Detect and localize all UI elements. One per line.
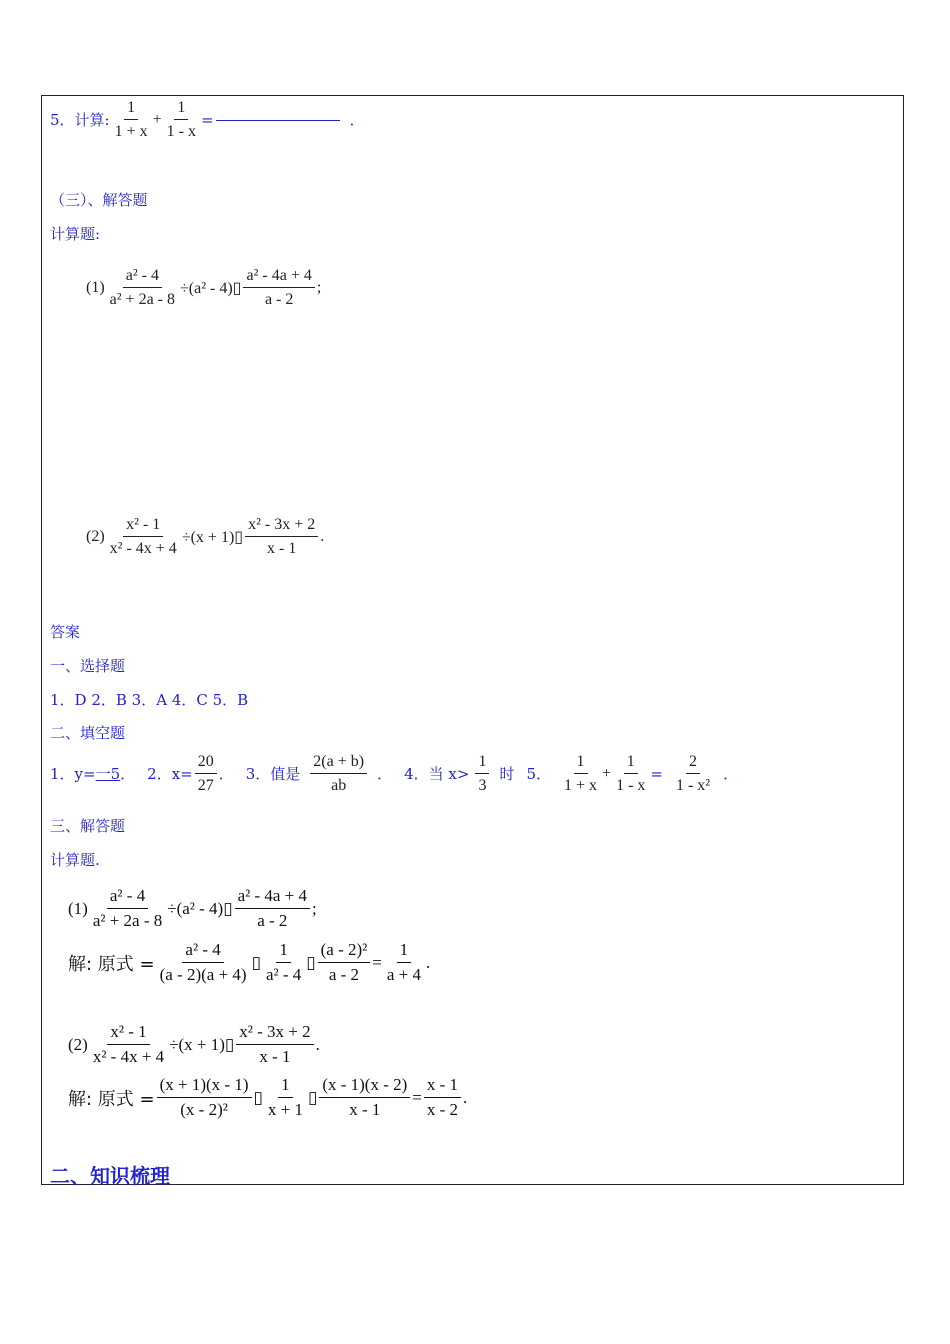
s1-result-equals: = bbox=[372, 952, 382, 972]
s2-result-dot-2: ▯ bbox=[307, 1087, 318, 1107]
q5-answer-blank bbox=[216, 119, 340, 121]
fill-a5-equals: = bbox=[650, 764, 663, 783]
s2-result-end: . bbox=[463, 1087, 468, 1107]
section3-subheading: 计算题: bbox=[50, 225, 101, 243]
fill-a5-pre: 5． bbox=[526, 765, 551, 784]
p2-end: . bbox=[320, 527, 325, 545]
s2-end: . bbox=[315, 1034, 320, 1054]
problem-1 bbox=[86, 266, 321, 309]
q5-fraction-2: $\frac{1}{1 - x}$ bbox=[166, 99, 196, 141]
s2-result-fraction-2: $\frac{1}{x + 1}$ bbox=[267, 1075, 303, 1120]
s1-result-fraction-1: $\frac{\text{a² - 4}}{(a - 2)(a + 4)}$ bbox=[159, 940, 247, 985]
s1-label: (1) bbox=[68, 898, 88, 918]
knowledge-section-title: 二、知识梳理 bbox=[50, 1164, 170, 1188]
s2-fraction-1: $\frac{\text{x² - 1}}{\text{x² - 4x + 4}}$ bbox=[92, 1022, 165, 1067]
question-5 bbox=[50, 98, 365, 141]
s1-solution-label: 解: 原式 = bbox=[68, 953, 155, 975]
solve-heading: 三、解答题 bbox=[50, 817, 126, 835]
s2-fraction-2: $\frac{\text{x² - 3x + 2}}{x - 1}$ bbox=[236, 1022, 313, 1068]
s1-result-fraction-4: $\frac{1}{a + 4}$ bbox=[386, 940, 421, 985]
q5-prefix: 5．计算: bbox=[50, 111, 110, 130]
answers-title: 答案 bbox=[50, 623, 81, 641]
p2-fraction-2: $\frac{\text{x² - 3x + 2}}{x - 1}$ bbox=[245, 515, 318, 558]
fill-answers bbox=[50, 752, 738, 795]
s1-fraction-1: $\frac{\text{a² - 4}}{\text{a² + 2a - 8}}$ bbox=[92, 886, 163, 931]
fill-a2-pre: 2．x= bbox=[147, 765, 193, 784]
s2-middle: ÷(x + 1)▯ bbox=[169, 1034, 235, 1054]
fill-a5-fraction-3: $\frac{2}{\text{1 - x²}}$ bbox=[675, 753, 711, 795]
s1-middle: ÷(a² - 4)▯ bbox=[167, 898, 233, 918]
p2-fraction-1: $\frac{\text{x² - 1}}{\text{x² - 4x + 4}}$ bbox=[109, 516, 177, 558]
s1-result-end: . bbox=[425, 952, 431, 972]
s1-end: ; bbox=[312, 898, 317, 918]
q5-equals: = bbox=[201, 110, 214, 129]
solution-2-problem bbox=[68, 1022, 320, 1068]
fill-heading: 二、填空题 bbox=[50, 724, 126, 742]
s1-result-dot-1: ▯ bbox=[251, 952, 261, 972]
s1-result-dot-2: ▯ bbox=[306, 952, 316, 972]
q5-suffix: ． bbox=[349, 111, 365, 130]
s1-result-fraction-3: $\frac{\text{(a - 2)²}}{a - 2}$ bbox=[318, 940, 371, 986]
choice-heading: 一、选择题 bbox=[50, 657, 126, 675]
s2-result-fraction-1: $\frac{(x + 1)(x - 1)}{\text{(x - 2)²}}$ bbox=[157, 1075, 252, 1121]
s1-fraction-2: $\frac{\text{a² - 4a + 4}}{a - 2}$ bbox=[235, 886, 310, 932]
fill-a5-post: ． bbox=[723, 765, 739, 784]
fill-a5-plus: + bbox=[602, 764, 612, 782]
fill-a1-post: ． bbox=[120, 765, 136, 784]
section3-heading: （三）、解答题 bbox=[50, 191, 148, 209]
solution-2-work bbox=[68, 1075, 467, 1121]
p2-label: (2) bbox=[86, 527, 105, 545]
solution-1-work bbox=[68, 940, 430, 986]
q5-fraction-1: $\frac{1}{1 + x}$ bbox=[114, 99, 148, 141]
fill-a4-post: 时 bbox=[499, 765, 515, 784]
problem-2 bbox=[86, 515, 324, 558]
s2-label: (2) bbox=[68, 1034, 88, 1054]
fill-a5-fraction-2: $\frac{1}{1 - x}$ bbox=[616, 753, 646, 795]
fill-a2-fraction: $\frac{20}{27}$ bbox=[195, 752, 217, 795]
fill-a4-fraction: $\frac{1}{3}$ bbox=[475, 752, 489, 795]
p1-middle: ÷(a² - 4)▯ bbox=[180, 279, 242, 297]
solution-1-problem bbox=[68, 886, 317, 932]
p1-end: ; bbox=[316, 278, 322, 296]
fill-a3-pre: 3．值是 bbox=[245, 765, 301, 784]
p1-fraction-1: $\frac{\text{a² - 4}}{\text{a² + 2a - 8}}$ bbox=[109, 267, 176, 309]
solve-subheading: 计算题. bbox=[50, 851, 100, 869]
s1-result-fraction-2: $\frac{1}{\text{a² - 4}}$ bbox=[265, 940, 302, 985]
fill-a2-post: ． bbox=[218, 765, 234, 784]
p1-label: (1) bbox=[86, 278, 105, 296]
fill-a3-post: ． bbox=[377, 765, 393, 784]
fill-a1-value: 一5 bbox=[95, 765, 121, 784]
s2-result-equals: = bbox=[412, 1087, 422, 1107]
fill-a1-pre: 1．y= bbox=[50, 765, 96, 784]
fill-a4-pre: 4．当 x> bbox=[404, 765, 470, 784]
s2-result-fraction-4: $\frac{x - 1}{x - 2}$ bbox=[424, 1075, 461, 1121]
p2-middle: ÷(x + 1)▯ bbox=[181, 528, 244, 546]
s2-result-dot-1: ▯ bbox=[253, 1087, 263, 1107]
p1-fraction-2: $\frac{\text{a² - 4a + 4}}{a - 2}$ bbox=[243, 266, 314, 309]
s2-result-fraction-3: $\frac{(x - 1)(x - 2)}{x - 1}$ bbox=[319, 1075, 410, 1121]
fill-a3-fraction: $\frac{2(a + b)}{ab}$ bbox=[310, 752, 367, 795]
choice-answers: 1．D 2．B 3．A 4．C 5．B bbox=[50, 691, 249, 709]
q5-plus: + bbox=[152, 110, 162, 128]
fill-a5-fraction-1: $\frac{1}{1 + x}$ bbox=[564, 753, 598, 795]
s2-solution-label: 解: 原式 = bbox=[68, 1088, 155, 1110]
